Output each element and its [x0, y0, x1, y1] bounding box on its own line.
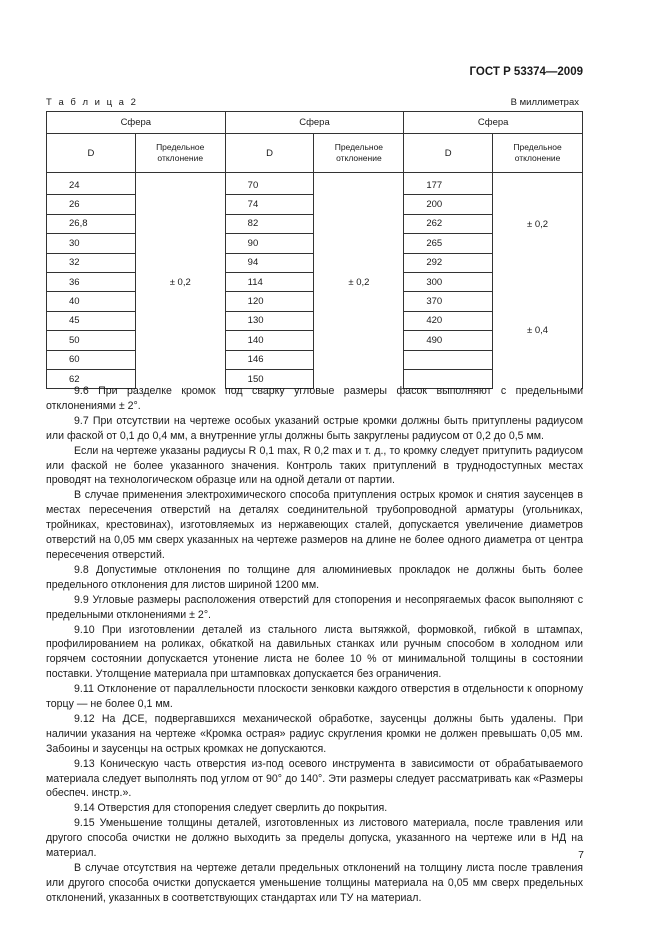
table-cell: 74	[225, 195, 314, 214]
paragraph: 9.11 Отклонение от параллельности плоскости зенковки каждого отверстия в отдельности к опорному торцу — не более 0,1 мм.	[46, 683, 583, 711]
table-cell: 130	[225, 311, 314, 330]
paragraph: В случае отсутствия на чертеже детали предельных отклонений на толщину листа после травления или другого способа очистки допускается уменьшение толщины материала на 0,05 мм сверх предельных отклонений, указанных в соответствующих стандартах или ТУ на материал.	[46, 862, 583, 904]
tolerance-cell-3b: ± 0,4	[493, 272, 583, 388]
group-header-2: Сфера	[225, 112, 404, 134]
paragraph: Если на чертеже указаны радиусы R 0,1 max, R 0,2 max и т. д., то кромку следует притупить радиусом или фаской не более указанного значения. Контроль таких притуплений в труднодоступных местах проводят на технологическом образце или на одной детали от партии.	[46, 444, 583, 487]
table-cell: 30	[47, 234, 136, 253]
table-cell: 90	[225, 234, 314, 253]
paragraph: 9.12 На ДСЕ, подвергавшихся механической обработке, заусенцы должны быть удалены. При наличии указания на чертеже «Кромка острая» радиус скругления кромки не должен превышать 0,05 мм. Забоины и заусенцы на острых кромках не допускаются.	[46, 712, 583, 755]
table-cell: 140	[225, 331, 314, 350]
standard-number: ГОСТ Р 53374—2009	[469, 66, 583, 78]
paragraph: 9.14 Отверстия для стопорения следует сверлить до покрытия.	[74, 802, 388, 815]
group-header-3: Сфера	[404, 112, 583, 134]
table-cell: 94	[225, 253, 314, 272]
col-tol-2: Предельное отклонение	[314, 134, 404, 173]
table-cell: 45	[47, 311, 136, 330]
table-cell: 200	[404, 195, 493, 214]
tolerance-cell-1: ± 0,2	[135, 176, 225, 389]
paragraph: 9.6 При разделке кромок под сварку угловые размеры фасок выполняют с предельными отклонениями ± 2°.	[46, 385, 583, 412]
table-units: В миллиметрах	[510, 97, 579, 108]
table-cell: 265	[404, 234, 493, 253]
col-d-2: D	[225, 134, 314, 173]
table-cell: 32	[47, 253, 136, 272]
table-cell: 82	[225, 214, 314, 233]
table-cell: 50	[47, 331, 136, 350]
table-cell: 262	[404, 214, 493, 233]
table-cell: 62	[47, 369, 136, 388]
table-cell: 490	[404, 331, 493, 350]
col-d-3: D	[404, 134, 493, 173]
col-d-1: D	[47, 134, 136, 173]
paragraph: 9.13 Коническую часть отверстия из-под осевого инструмента в зависимости от обрабатываемого материала следует выполнять под углом от 90° до 140°. Эти размеры следует рассматривать как «Размеры обеспеч. инстр.».	[46, 757, 583, 800]
table-cell: 420	[404, 311, 493, 330]
paragraph: 9.15 Уменьшение толщины деталей, изготовленных из листового материала, после травления или другого способа очистки не должно выходить за пределы допуска, указанного на чертеже или в НД на материал.	[46, 817, 583, 860]
table-caption: Т а б л и ц а 2	[46, 97, 138, 108]
paragraph: В случае применения электрохимического способа притупления острых кромок и снятия заусенцев в местах пересечения отверстий на деталях соединительной трубопроводной арматуры (угольниках, тройниках, крестовинах), изготовляемых из нержавеющих сталей, допускается увеличение диаметров отверстий на 0,05 мм сверх указанных на чертеже размеров на длине не более одного диаметра от центра пересечения отверстий.	[46, 489, 583, 561]
sphere-table	[46, 111, 583, 389]
table-cell: 177	[404, 176, 493, 195]
table-cell: 40	[47, 292, 136, 311]
table-cell: 26	[47, 195, 136, 214]
group-header-1: Сфера	[47, 112, 226, 134]
table-cell-empty	[404, 350, 493, 369]
paragraph: 9.10 При изготовлении деталей из стального листа вытяжкой, формовкой, гибкой в штампах, профилированием на роликах, обкаткой на давильных станках или ручным способом в холодном или горячем состоянии допускается утонение листа не более 10 % от минимальной толщины в состоянии поставки. Утолщение материала при штамповках допускается без ограничения.	[46, 623, 583, 681]
table-cell: 146	[225, 350, 314, 369]
table-cell: 70	[225, 176, 314, 195]
paragraph: 9.9 Угловые размеры расположения отверстий для стопорения и несопрягаемых фасок выполняют с предельными отклонениями ± 2°.	[46, 593, 583, 621]
col-tol-1: Предельное отклонение	[135, 134, 225, 173]
col-tol-3: Предельное отклонение	[493, 134, 583, 173]
tolerance-cell-3a: ± 0,2	[493, 176, 583, 272]
paragraph: 9.8 Допустимые отклонения по толщине для алюминиевых прокладок не должны быть более предельного отклонения для листов шириной 1200 мм.	[46, 563, 583, 591]
table-cell: 60	[47, 350, 136, 369]
table-cell: 114	[225, 272, 314, 291]
table-cell: 120	[225, 292, 314, 311]
tolerance-cell-2: ± 0,2	[314, 176, 404, 389]
table-cell: 370	[404, 292, 493, 311]
table-cell: 292	[404, 253, 493, 272]
paragraph: 9.7 При отсутствии на чертеже особых указаний острые кромки должны быть притуплены радиусом или фаской от 0,1 до 0,4 мм, а внутренние углы должны быть закруглены радиусом от 0,2 до 0,5 мм.	[46, 414, 583, 442]
table-cell: 26,8	[47, 214, 136, 233]
page-number: 7	[578, 849, 584, 861]
table-cell: 300	[404, 272, 493, 291]
document-body	[46, 384, 583, 906]
table-cell: 24	[47, 176, 136, 195]
table-cell: 150	[225, 369, 314, 388]
table-cell: 36	[47, 272, 136, 291]
